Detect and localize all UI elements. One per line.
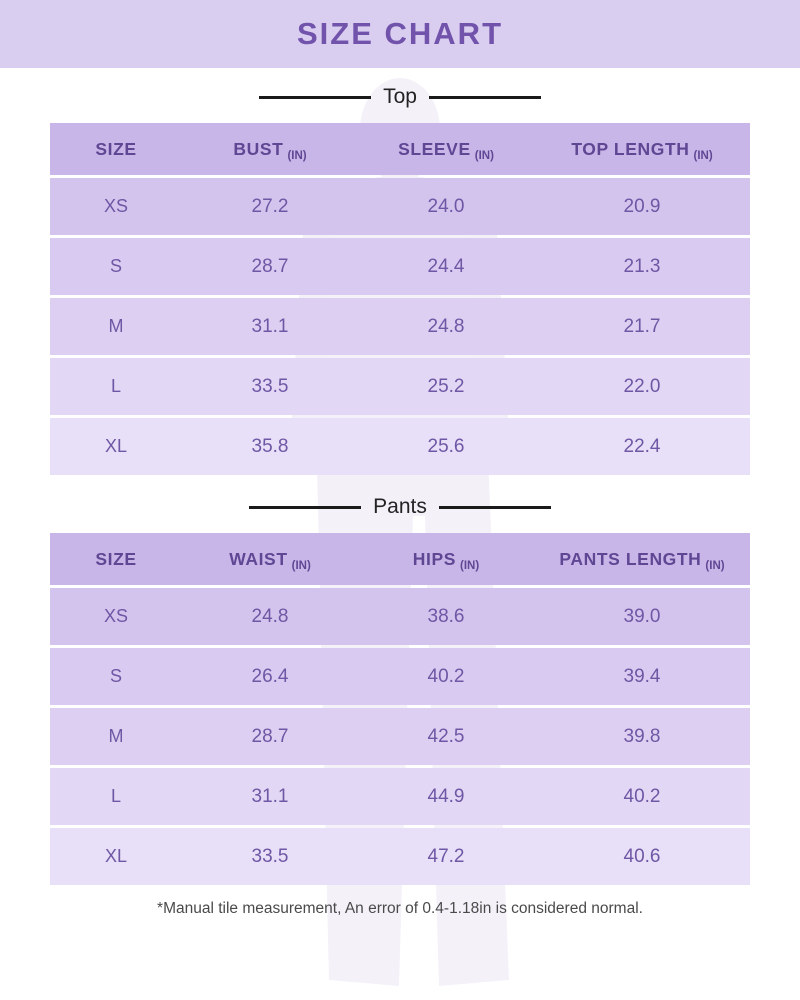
page-title: SIZE CHART — [297, 16, 503, 51]
column-header-label: SIZE — [95, 548, 137, 569]
section-heading-pants — [0, 492, 800, 522]
table-header-row — [50, 533, 750, 585]
title-bar — [0, 0, 800, 68]
table-row — [50, 648, 750, 705]
table-row — [50, 768, 750, 825]
cell-pants-length: 40.6 — [534, 828, 750, 885]
column-header-pants-length — [534, 533, 750, 585]
cell-waist: 33.5 — [182, 828, 358, 885]
column-header-unit: (IN) — [705, 559, 725, 572]
cell-size: S — [50, 648, 182, 705]
column-header-unit: (IN) — [287, 149, 307, 162]
column-header-unit: (IN) — [291, 559, 311, 572]
cell-top-length: 22.4 — [534, 418, 750, 475]
table-header-row — [50, 123, 750, 175]
rule-left — [249, 506, 361, 509]
cell-bust: 27.2 — [182, 178, 358, 235]
cell-top-length: 21.3 — [534, 238, 750, 295]
cell-top-length: 22.0 — [534, 358, 750, 415]
cell-size: XS — [50, 588, 182, 645]
cell-size: M — [50, 708, 182, 765]
cell-size: M — [50, 298, 182, 355]
column-header-label: SIZE — [95, 138, 137, 159]
column-header-size — [50, 533, 182, 585]
cell-waist: 24.8 — [182, 588, 358, 645]
table-row — [50, 588, 750, 645]
column-header-bust — [182, 123, 358, 175]
column-header-hips — [358, 533, 534, 585]
cell-top-length: 20.9 — [534, 178, 750, 235]
cell-hips: 40.2 — [358, 648, 534, 705]
measurement-footnote: *Manual tile measurement, An error of 0.4-1.18in is considered normal. — [157, 900, 643, 917]
cell-hips: 38.6 — [358, 588, 534, 645]
column-header-waist — [182, 533, 358, 585]
column-header-label: TOP LENGTH — [571, 138, 690, 159]
cell-waist: 28.7 — [182, 708, 358, 765]
column-header-sleeve — [358, 123, 534, 175]
cell-bust: 33.5 — [182, 358, 358, 415]
section-label-pants: Pants — [373, 495, 427, 518]
column-header-unit: (IN) — [460, 559, 480, 572]
cell-hips: 47.2 — [358, 828, 534, 885]
rule-right — [439, 506, 551, 509]
cell-hips: 42.5 — [358, 708, 534, 765]
cell-waist: 26.4 — [182, 648, 358, 705]
column-header-label: SLEEVE — [398, 138, 471, 159]
cell-sleeve: 24.8 — [358, 298, 534, 355]
column-header-label: HIPS — [412, 548, 457, 569]
rule-left — [259, 96, 371, 99]
cell-sleeve: 25.6 — [358, 418, 534, 475]
table-row — [50, 178, 750, 235]
cell-size: XS — [50, 178, 182, 235]
cell-size: L — [50, 358, 182, 415]
table-row — [50, 708, 750, 765]
section-heading-top — [0, 82, 800, 112]
cell-size: XL — [50, 418, 182, 475]
column-header-size — [50, 123, 182, 175]
cell-top-length: 21.7 — [534, 298, 750, 355]
cell-pants-length: 40.2 — [534, 768, 750, 825]
cell-size: L — [50, 768, 182, 825]
table-row — [50, 298, 750, 355]
column-header-unit: (IN) — [693, 149, 713, 162]
column-header-top-length — [534, 123, 750, 175]
column-header-label: BUST — [233, 138, 284, 159]
cell-sleeve: 24.4 — [358, 238, 534, 295]
cell-sleeve: 24.0 — [358, 178, 534, 235]
cell-size: XL — [50, 828, 182, 885]
cell-size: S — [50, 238, 182, 295]
table-row — [50, 418, 750, 475]
top-size-table — [50, 120, 750, 478]
column-header-label: WAIST — [229, 548, 288, 569]
section-label-top: Top — [383, 85, 417, 108]
cell-bust: 28.7 — [182, 238, 358, 295]
cell-bust: 35.8 — [182, 418, 358, 475]
pants-size-table — [50, 530, 750, 888]
rule-right — [429, 96, 541, 99]
cell-pants-length: 39.8 — [534, 708, 750, 765]
column-header-label: PANTS LENGTH — [559, 548, 702, 569]
cell-pants-length: 39.4 — [534, 648, 750, 705]
table-row — [50, 238, 750, 295]
cell-pants-length: 39.0 — [534, 588, 750, 645]
cell-bust: 31.1 — [182, 298, 358, 355]
table-row — [50, 828, 750, 885]
cell-sleeve: 25.2 — [358, 358, 534, 415]
cell-hips: 44.9 — [358, 768, 534, 825]
table-row — [50, 358, 750, 415]
cell-waist: 31.1 — [182, 768, 358, 825]
column-header-unit: (IN) — [474, 149, 494, 162]
